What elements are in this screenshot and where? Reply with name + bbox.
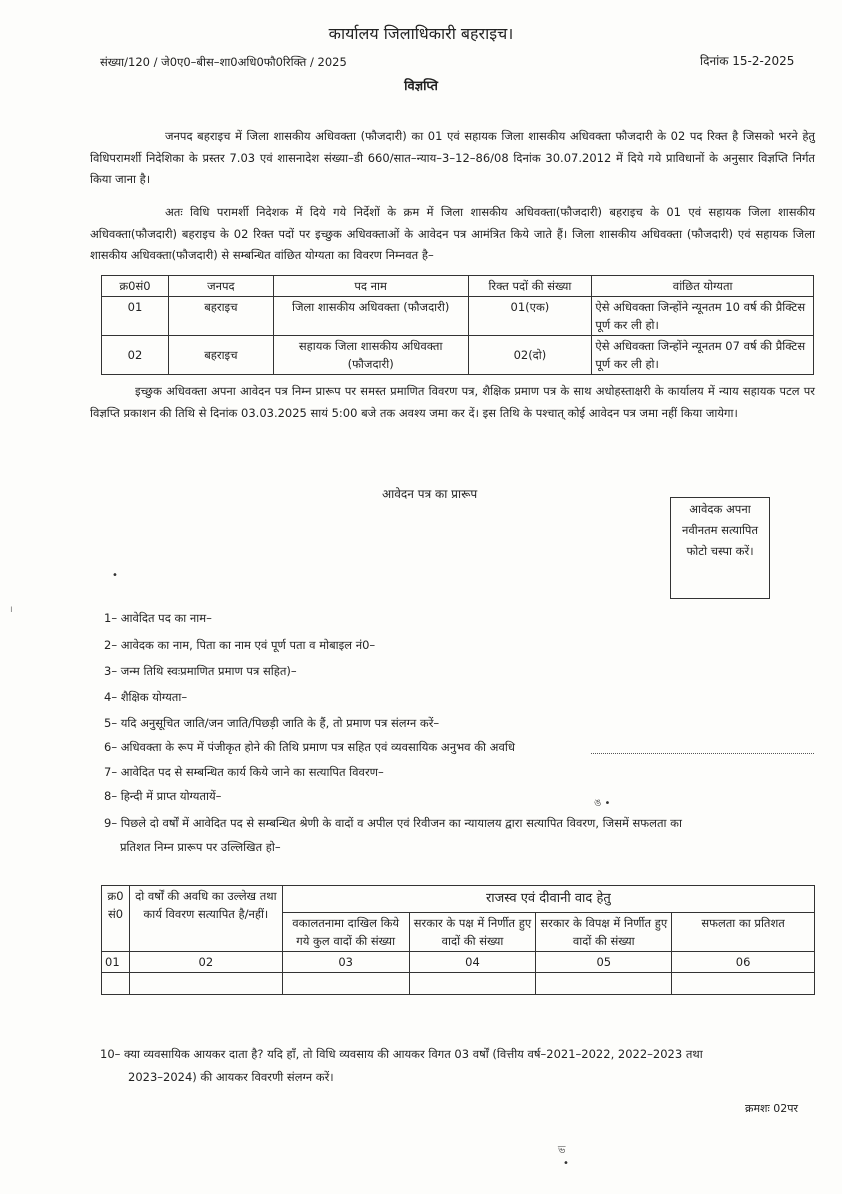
cell — [282, 973, 409, 995]
header-revenue-civil: राजस्व एवं दीवानी वाद हेतु — [282, 886, 814, 913]
cell: 06 — [672, 952, 815, 973]
form-item-9-continued: प्रतिशत निम्न प्रारूप पर उल्लिखित हो– — [120, 840, 281, 854]
notice-date: दिनांक 15-2-2025 — [700, 54, 795, 68]
cell: 03 — [282, 952, 409, 973]
table-row — [102, 336, 814, 375]
cell: 01 — [102, 297, 169, 336]
cell — [672, 973, 815, 995]
office-title: कार्यालय जिलाधिकारी बहराइच। — [328, 24, 514, 43]
header-serial — [102, 886, 130, 952]
cell: जिला शासकीय अधिवक्ता (फौजदारी) — [273, 297, 468, 336]
photo-box — [670, 497, 770, 599]
form-item-10-line: 2023–2024) की आयकर विवरणी संलग्न करें। — [128, 1070, 334, 1084]
header-serial-line: सं0 — [107, 907, 124, 921]
form-item-4: 4– शैक्षिक योग्यता– — [104, 690, 188, 704]
header-cases-for-govt: सरकार के पक्ष में निर्णीत हुए वादों की संख्या — [409, 913, 536, 952]
header-success-percent: सफलता का प्रतिशत — [672, 913, 815, 952]
table-header-row — [102, 276, 814, 297]
header-serial-line: क्र0 — [107, 889, 124, 903]
form-item-5: 5– यदि अनुसूचित जाति/जन जाति/पिछड़ी जाति के हैं, तो प्रमाण पत्र संलग्न करें– — [104, 716, 440, 730]
cell: 01(एक) — [468, 297, 592, 336]
cell: 05 — [536, 952, 672, 973]
photo-box-line: आवेदक अपना — [689, 502, 751, 516]
header-district: जनपद — [168, 276, 273, 297]
cell — [102, 973, 130, 995]
header-qualification: वांछित योग्यता — [592, 276, 814, 297]
cell: सहायक जिला शासकीय अधिवक्ता (फौजदारी) — [273, 336, 468, 375]
cell: 04 — [409, 952, 536, 973]
cell: बहराइच — [168, 336, 273, 375]
header-vacancies: रिक्त पदों की संख्या — [468, 276, 592, 297]
stray-mark: ভ — [558, 1145, 566, 1156]
notice-heading: विज्ञप्ति — [404, 79, 438, 94]
continued-note: क्रमशः 02पर — [745, 1102, 798, 1115]
case-details-table — [101, 885, 815, 995]
cell — [536, 973, 672, 995]
cell: ऐसे अधिवक्ता जिन्होंने न्यूनतम 07 वर्ष की प्रैक्टिस पूर्ण कर ली हो। — [592, 336, 814, 375]
stray-mark: • — [112, 570, 118, 581]
cell: ऐसे अधिवक्ता जिन्होंने न्यूनतम 10 वर्ष की प्रैक्टिस पूर्ण कर ली हो। — [592, 297, 814, 336]
cell — [129, 973, 282, 995]
cell: 02 — [102, 336, 169, 375]
table-row — [102, 973, 815, 995]
header-total-cases: वकालतनामा दाखिल किये गये कुल वादों की संख्या — [282, 913, 409, 952]
form-item-8: 8– हिन्दी में प्राप्त योग्यतायें– — [104, 789, 222, 803]
cell: 01 — [102, 952, 130, 973]
form-item-3: 3– जन्म तिथि स्वःप्रमाणित प्रमाण पत्र सहित)– — [104, 664, 297, 678]
form-item-10 — [100, 1043, 816, 1089]
form-item-10-line: 10– क्या व्यवसायिक आयकर दाता है? यदि हाँ, तो विधि व्यवसाय की आयकर विगत 03 वर्षों (वित्तीय वर्ष–2021–2022, 2022–2023 तथा — [100, 1047, 703, 1061]
header-cases-against-govt: सरकार के विपक्ष में निर्णीत हुए वादों की संख्या — [536, 913, 672, 952]
stray-mark: ı — [10, 604, 13, 615]
reference-number: संख्या/120 / जे0ए0–बीस–शा0अधि0फौ0रिक्ति / 2025 — [100, 55, 347, 69]
form-item-2: 2– आवेदक का नाम, पिता का नाम एवं पूर्ण पता व मोबाइल नं0– — [104, 638, 376, 652]
header-period: दो वर्षों की अवधि का उल्लेख तथा कार्य विवरण सत्यापित है/नहीं। — [129, 886, 282, 952]
photo-box-line: नवीनतम सत्यापित — [681, 523, 759, 537]
cell: 02(दो) — [468, 336, 592, 375]
cell: बहराइच — [168, 297, 273, 336]
table-row — [102, 952, 815, 973]
paragraph-2: अतः विधि परामर्शी निदेशक में दिये गये निर्देशों के क्रम में जिला शासकीय अधिवक्ता(फौजदारी) बहराइच के 01 एवं सहायक जिला शासकीय अधिवक्ता(फौजदारी) बहराइच के 02 रिक्त पदों पर इच्छुक अधिवक्ताओं के आवेदन पत्र आमंत्रित किये जाते हैं। जिला शासकीय अधिवक्ता (फौजदारी) एवं सहायक जिला शासकीय अधिवक्ता(फौजदारी) से सम्बन्धित वांछित योग्यता का विवरण निम्नवत है– — [90, 205, 815, 262]
table-header-row — [102, 886, 815, 913]
cell — [409, 973, 536, 995]
paragraph-3: इच्छुक अधिवक्ता अपना आवेदन पत्र निम्न प्रारूप पर समस्त प्रमाणित विवरण पत्र, शैक्षिक प्रमाण पत्र के साथ अधोहस्ताक्षरी के कार्यालय में न्याय सहायक पटल पर विज्ञप्ति प्रकाशन की तिथि से दिनांक 03.03.2025 सायं 5:00 बजे तक अवश्य जमा कर दें। इस तिथि के पश्चात् कोई आवेदन पत्र जमा नहीं किया जायेगा। — [90, 384, 815, 420]
cell: 02 — [129, 952, 282, 973]
form-item-1: 1– आवेदित पद का नाम– — [104, 611, 212, 625]
form-title: आवेदन पत्र का प्रारूप — [382, 487, 478, 501]
stray-mark: • — [563, 1158, 569, 1169]
form-item-7: 7– आवेदित पद से सम्बन्धित कार्य किये जाने का सत्यापित विवरण– — [104, 765, 384, 779]
table-row — [102, 297, 814, 336]
vacancy-table — [101, 275, 814, 375]
fill-line — [591, 753, 814, 754]
header-serial: क्र0सं0 — [102, 276, 169, 297]
paragraph-1: जनपद बहराइच में जिला शासकीय अधिवक्ता (फौजदारी) का 01 एवं सहायक जिला शासकीय अधिवक्ता फौजदारी के 02 पद रिक्त है जिसको भरने हेतु विधिपरामर्शी निदेशिका के प्रस्तर 7.03 एवं शासनादेश संख्या–डी 660/सात–न्याय–3–12–86/08 दिनांक 30.07.2012 में दिये गये प्राविधानों के अनुसार विज्ञप्ति निर्गत किया जाना है। — [90, 129, 815, 186]
header-post: पद नाम — [273, 276, 468, 297]
form-item-9: 9– पिछले दो वर्षों में आवेदित पद से सम्बन्धित श्रेणी के वादों व अपील एवं रिवीजन का न्यायालय द्वारा सत्यापित विवरण, जिसमें सफलता का — [104, 816, 682, 830]
form-item-6: 6– अधिवक्ता के रूप में पंजीकृत होने की तिथि प्रमाण पत्र सहित एवं व्यवसायिक अनुभव की अवधि — [104, 740, 515, 754]
photo-box-line: फोटो चस्पा करें। — [686, 544, 754, 558]
stray-mark: ঙ • — [594, 798, 611, 809]
